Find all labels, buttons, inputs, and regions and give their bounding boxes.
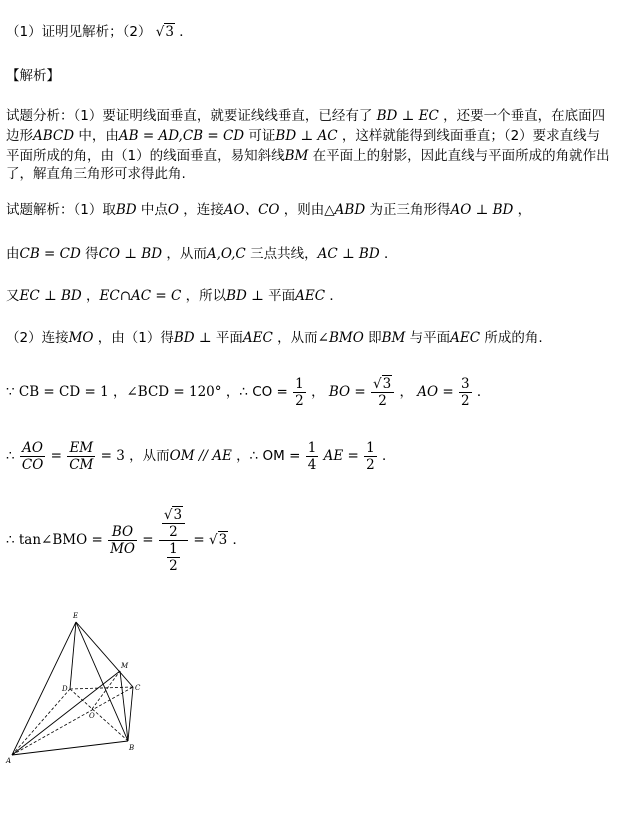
label-c: C	[135, 684, 141, 692]
edge-bm	[120, 671, 128, 741]
edge-am	[12, 671, 120, 755]
calc-line-3: ∴ tan∠BMO = $\frac{BO}{MO}$ = $\frac{\frac{√3}{2}}{\frac{1}{2}}$ = √3 ．	[6, 506, 246, 574]
solution-line-1: 试题解析：（1）取BD 中点O ，连接AO、CO ，则由△ABD 为正三角形得AO ⊥ BD ，	[6, 202, 532, 218]
calc-line-2: ∴ $\frac{AO}{CO}$ = $\frac{EM}{CM}$ = 3 ，从而OM // AE ，∴ OM = $\frac{1}{4}$ AE = $\frac{1}{2}$ ．	[6, 439, 396, 473]
analysis-line-3: 平面所成的角，由（1）的线面垂直，易知斜线BM 在平面上的射影，因此直线与平面所成的角就作出	[6, 148, 610, 164]
label-o: O	[89, 712, 95, 720]
fraction-ao-co: $\frac{AO}{CO}$	[21, 439, 44, 473]
label-e: E	[73, 612, 79, 620]
edge-bc	[128, 687, 133, 741]
edge-dc	[70, 687, 133, 689]
edge-ad	[12, 689, 70, 755]
answer-end: ．	[179, 24, 193, 40]
complex-fraction: $\frac{\frac{√3}{2}}{\frac{1}{2}}$	[159, 507, 188, 574]
section-title: 【解析】	[6, 68, 60, 84]
fraction-quarter: $\frac{1}{4}$	[307, 439, 317, 473]
geometry-diagram	[0, 605, 160, 810]
analysis-line-1: 试题分析：（1）要证明线面垂直，就要证线线垂直，已经有了 BD ⊥ EC ，还要一个垂直，在底面四	[6, 108, 606, 124]
edge-db	[70, 689, 128, 741]
solution-line-4: （2）连接MO ，由（1）得BD ⊥ 平面AEC ，从而∠BMO 即BM 与平面AEC 所成的角.	[6, 330, 543, 346]
edge-ab	[12, 741, 128, 755]
fraction-ao: $\frac{3}{2}$	[461, 375, 470, 409]
edge-eb	[76, 622, 128, 741]
sqrt-result: √3	[208, 532, 228, 548]
analysis-line-4: 了，解直角三角形可求得此角.	[6, 166, 186, 182]
fraction-half: $\frac{1}{2}$	[366, 439, 375, 473]
label-d: D	[62, 685, 68, 693]
analysis-line-2: 边形ABCD 中，由AB = AD,CB = CD 可证BD ⊥ AC ，这样就能得到线面垂直；（2）要求直线与	[6, 128, 601, 144]
fraction-co: $\frac{1}{2}$	[295, 375, 304, 409]
solution-line-2: 由CB = CD 得CO ⊥ BD ，从而A,O,C 三点共线，AC ⊥ BD ．	[6, 246, 398, 262]
edge-ec	[76, 622, 133, 687]
fraction-bo-mo: $\frac{BO}{MO}$	[110, 523, 135, 557]
label-a: A	[6, 757, 12, 765]
answer-text: （1）证明见解析；（2）	[6, 24, 152, 40]
fraction-em-cm: $\frac{EM}{CM}$	[69, 439, 94, 473]
calc-line-1: ∵ CB = CD = 1 ，∠BCD = 120° ，∴ CO = $\frac{1}{2}$ ， BO = $\frac{√3}{2}$ ， AO = $\frac{3}{2}$ ．	[6, 375, 491, 409]
label-m: M	[121, 662, 129, 670]
edge-ac	[12, 687, 133, 755]
fraction-bo: $\frac{√3}{2}$	[371, 376, 394, 409]
answer-line	[6, 22, 193, 42]
label-b: B	[129, 744, 135, 752]
sqrt-answer: √3	[155, 24, 174, 40]
solution-line-3: 又EC ⊥ BD ，EC∩AC = C ，所以BD ⊥ 平面AEC ．	[6, 288, 343, 304]
